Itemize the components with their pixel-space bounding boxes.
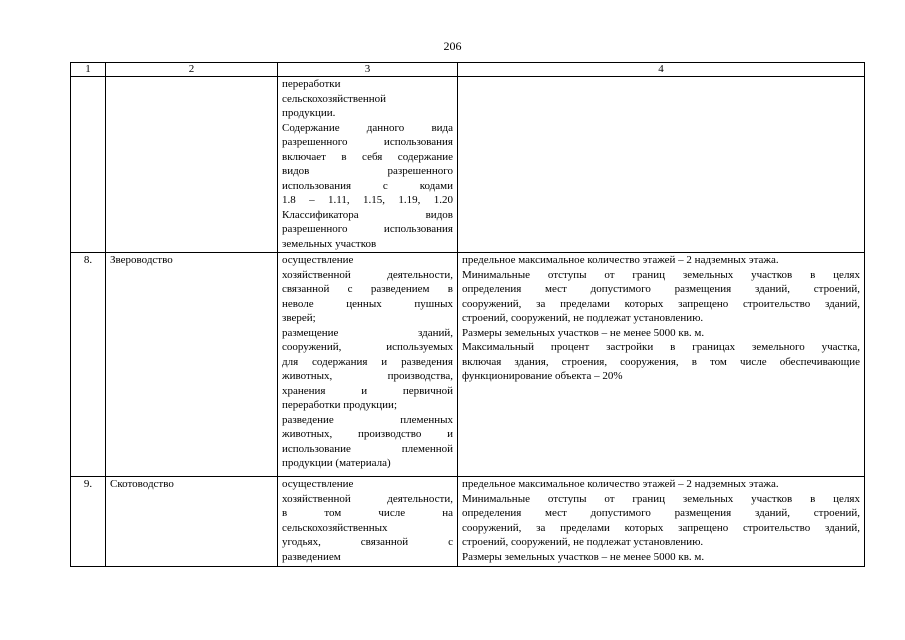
text-line: предельное максимальное количество этажей – 2 надземных этажа. <box>462 478 779 490</box>
text-line: 1.8 – 1.11, 1.15, 1.19, 1.20 <box>282 194 453 206</box>
page-number: 206 <box>443 39 462 53</box>
text-line: хозяйственной деятельности, <box>282 492 453 505</box>
text-line: продукции. <box>282 107 336 119</box>
row-number: 9. <box>71 477 106 567</box>
text-line: использование племенной <box>282 442 453 455</box>
land-use-table <box>70 62 865 567</box>
text-line: Минимальные отступы от границ земельных участков в целях <box>462 492 860 505</box>
text-line: хозяйственной деятельности, <box>282 268 453 281</box>
text-line: осуществление <box>282 254 354 266</box>
text-line: разрешенного использования <box>282 223 453 235</box>
text-line: животных, производства, <box>282 370 453 382</box>
text-line: Содержание данного вида <box>282 121 453 134</box>
text-line: сельскохозяйственных <box>282 521 388 534</box>
text-line: связанной с разведением в <box>282 283 453 295</box>
column-number-1: 1 <box>71 63 106 77</box>
text-line: включая здания, строения, сооружения, в том числе обеспечивающие <box>462 355 860 368</box>
land-use-name: Скотоводство <box>106 477 278 567</box>
land-use-description <box>278 77 458 253</box>
text-line: Классификатора видов <box>282 208 453 221</box>
text-line: сооружений, используемых <box>282 341 453 353</box>
development-parameters <box>458 77 865 253</box>
column-number-row <box>71 63 865 77</box>
text-line: Максимальный процент застройки в границах земельного участка, <box>462 341 860 353</box>
text-line: Минимальные отступы от границ земельных участков в целях <box>462 268 860 281</box>
column-number-2: 2 <box>106 63 278 77</box>
text-line: в том числе на <box>282 507 453 519</box>
text-line: неволе ценных пушных <box>282 297 453 310</box>
text-line: строений, сооружений, не подлежат установлению. <box>462 312 704 324</box>
text-line: размещение зданий, <box>282 326 453 339</box>
text-line: животных, производство и <box>282 428 453 440</box>
table-row <box>71 477 865 567</box>
land-use-name: Звероводство <box>106 253 278 477</box>
text-line: разведением <box>282 550 341 563</box>
text-line: определения мест допустимого размещения зданий, строений, <box>462 283 860 295</box>
text-line: определения мест допустимого размещения зданий, строений, <box>462 507 860 519</box>
text-line: хранения и первичной <box>282 384 453 397</box>
land-use-name <box>106 77 278 253</box>
column-number-3: 3 <box>278 63 458 77</box>
text-line: включает в себя содержание <box>282 150 453 163</box>
land-use-description <box>278 253 458 477</box>
text-line: строений, сооружений, не подлежат установлению. <box>462 536 704 548</box>
land-use-description <box>278 477 458 567</box>
text-line: использования с кодами <box>282 179 453 192</box>
text-line: предельное максимальное количество этажей – 2 надземных этажа. <box>462 254 779 266</box>
text-line: Размеры земельных участков – не менее 5000 кв. м. <box>462 326 705 339</box>
row-number: 8. <box>71 253 106 477</box>
text-line: сооружений, за пределами которых запрещено строительство зданий, <box>462 521 860 534</box>
text-line: для содержания и разведения <box>282 355 453 368</box>
development-parameters <box>458 477 865 567</box>
table-row <box>71 253 865 477</box>
text-line: продукции (материала) <box>282 457 391 469</box>
text-line: земельных участков <box>282 237 377 250</box>
text-line: разрешенного использования <box>282 136 453 148</box>
text-line: осуществление <box>282 478 354 490</box>
table-row <box>71 77 865 253</box>
text-line: зверей; <box>282 312 316 324</box>
text-line: видов разрешенного <box>282 165 453 177</box>
row-number <box>71 77 106 253</box>
text-line: разведение племенных <box>282 413 453 426</box>
text-line: угодьях, связанной с <box>282 536 453 548</box>
column-number-4: 4 <box>458 63 865 77</box>
development-parameters <box>458 253 865 477</box>
text-line: сооружений, за пределами которых запрещено строительство зданий, <box>462 297 860 310</box>
text-line: переработки <box>282 78 341 90</box>
text-line: сельскохозяйственной <box>282 92 387 105</box>
text-line: Размеры земельных участков – не менее 5000 кв. м. <box>462 550 705 563</box>
text-line: функционирование объекта – 20% <box>462 370 623 382</box>
text-line: переработки продукции; <box>282 399 398 411</box>
